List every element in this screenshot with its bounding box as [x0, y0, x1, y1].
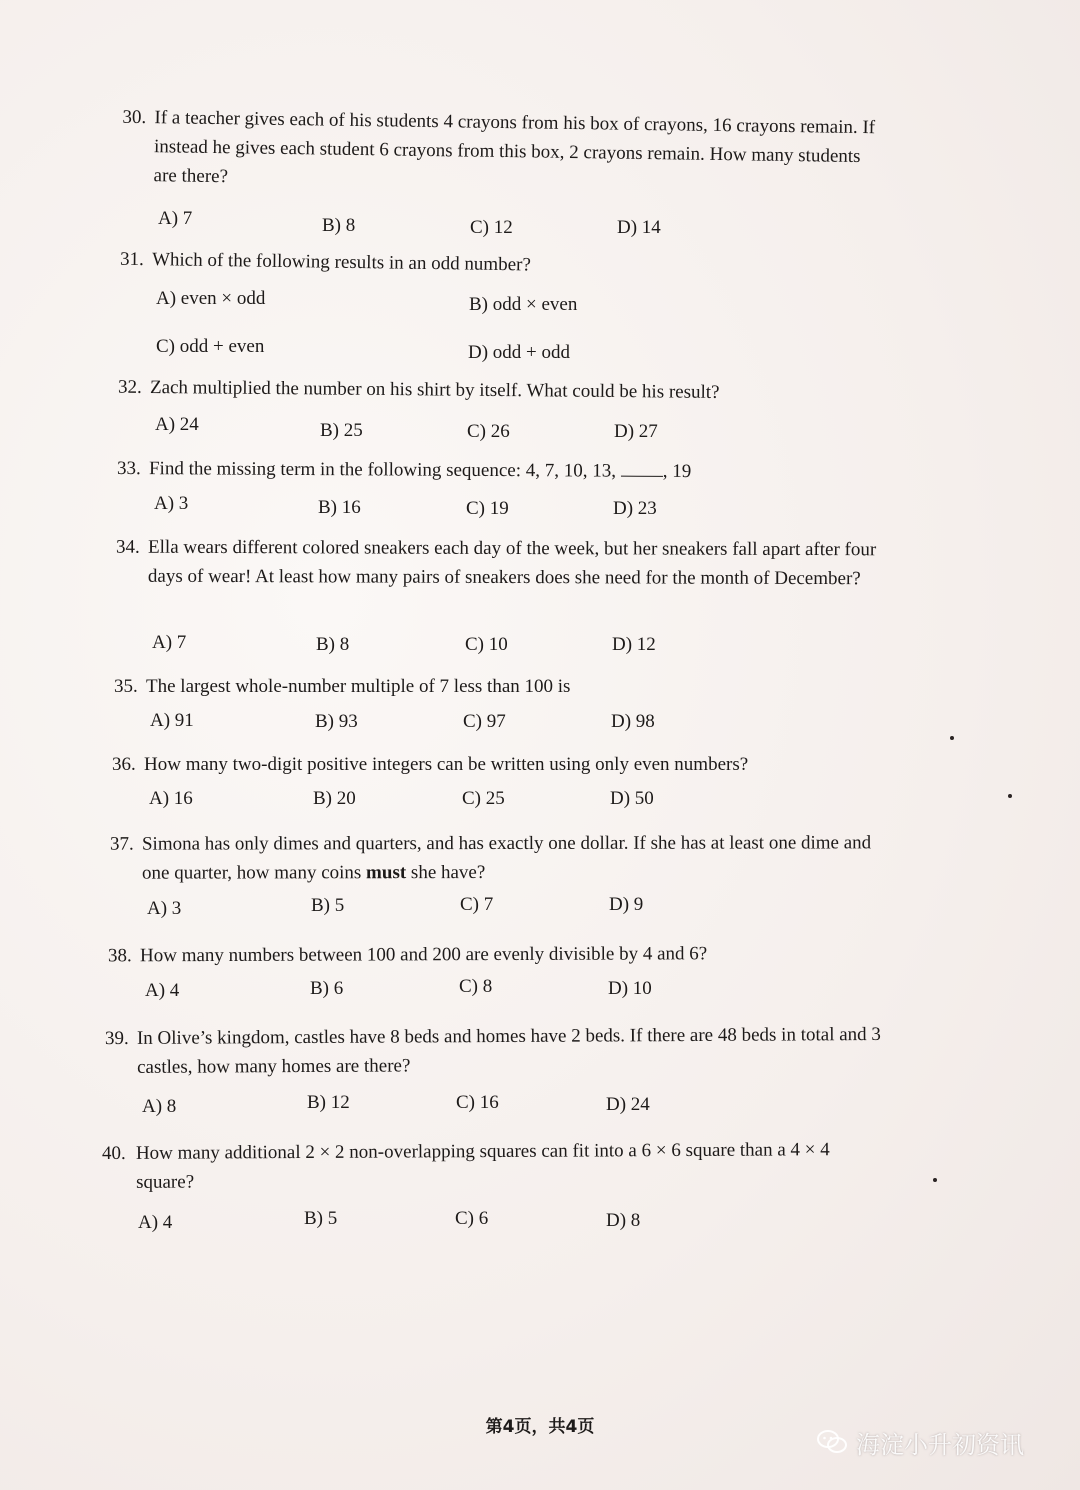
question-number: 32.: [117, 376, 142, 398]
option-d[interactable]: D) 27: [614, 421, 658, 442]
option-b[interactable]: B) 93: [315, 711, 358, 732]
option-a[interactable]: A) 8: [142, 1096, 177, 1117]
option-c[interactable]: C) 6: [455, 1208, 489, 1229]
option-b[interactable]: B) 20: [313, 788, 356, 809]
question-35: [114, 672, 904, 701]
option-a[interactable]: A) 7: [152, 632, 187, 653]
question-33: [117, 454, 877, 487]
paper-speck: [1008, 794, 1012, 798]
option-d[interactable]: D) 9: [609, 894, 644, 915]
option-c[interactable]: C) 25: [462, 788, 505, 809]
option-a[interactable]: A) 16: [149, 788, 193, 809]
option-c[interactable]: C) 16: [456, 1092, 499, 1113]
option-b[interactable]: B) 8: [316, 634, 350, 655]
question-text: Ella wears different colored sneakers each day of the week, but her sneakers fall apart after four days of wear! At least how many pairs of sneakers does she need for the month of December?: [147, 536, 877, 590]
option-b[interactable]: B) 8: [322, 215, 356, 236]
question-text: In Olive’s kingdom, castles have 8 beds and homes have 2 beds. If there are 48 beds in total and 3 castles, how many homes are there?: [136, 1024, 881, 1078]
question-37: [110, 828, 882, 887]
question-30: [121, 103, 882, 201]
question-number: 37.: [109, 833, 134, 855]
question-number: 30.: [122, 106, 147, 129]
option-d[interactable]: D) 24: [606, 1094, 650, 1115]
paper-speck: [933, 1178, 937, 1182]
question-number: 35.: [114, 676, 138, 697]
question-34: [116, 533, 906, 594]
option-a[interactable]: A) 3: [147, 898, 182, 919]
option-b[interactable]: B) 5: [304, 1208, 338, 1229]
question-text: Simona has only dimes and quarters, and has exactly one dollar. If she has at least one dime and one quarter, how many coins must she have?: [141, 832, 872, 884]
answer-blank: [621, 460, 663, 477]
option-a[interactable]: A) 24: [155, 414, 199, 435]
option-c[interactable]: C) 10: [465, 634, 508, 655]
option-a[interactable]: A) 91: [150, 710, 194, 731]
option-c[interactable]: C) 7: [460, 894, 494, 915]
question-number: 31.: [119, 248, 144, 271]
option-a[interactable]: A) 4: [138, 1212, 173, 1233]
question-38: [108, 939, 898, 971]
question-text: Which of the following results in an odd number?: [151, 249, 532, 276]
option-c[interactable]: C) 97: [463, 711, 506, 732]
option-b[interactable]: B) 6: [310, 978, 344, 999]
option-a[interactable]: A) 7: [158, 208, 193, 229]
question-text: How many additional 2 × 2 non-overlapping squares can fit into a 6 × 6 square than a 4 × 4 square?: [135, 1139, 830, 1193]
option-d[interactable]: D) 10: [608, 978, 652, 999]
option-c[interactable]: C) odd + even: [156, 336, 265, 357]
watermark: [816, 1424, 1024, 1460]
option-c[interactable]: C) 12: [470, 217, 513, 238]
question-32: [118, 373, 878, 409]
question-text: How many numbers between 100 and 200 are evenly divisible by 4 and 6?: [139, 943, 708, 967]
option-b[interactable]: B) 5: [311, 895, 345, 916]
option-d[interactable]: D) odd + odd: [468, 342, 571, 363]
page-footer: 第4页，共4页: [485, 1417, 595, 1437]
option-b[interactable]: B) 25: [320, 420, 363, 441]
paper-speck: [950, 736, 954, 740]
option-b[interactable]: B) 12: [307, 1092, 350, 1113]
question-number: 40.: [101, 1142, 126, 1165]
question-text: How many two-digit positive integers can be written using only even numbers?: [144, 754, 749, 775]
option-a[interactable]: A) 4: [145, 980, 180, 1001]
wechat-icon: [816, 1428, 848, 1456]
option-d[interactable]: D) 23: [613, 498, 657, 519]
watermark-text: 海淀小升初资讯: [856, 1430, 1024, 1459]
question-number: 34.: [116, 536, 140, 558]
option-b[interactable]: B) 16: [318, 497, 361, 518]
question-36: [112, 750, 902, 779]
question-number: 39.: [104, 1027, 129, 1050]
question-number: 38.: [107, 945, 132, 967]
question-text: Zach multiplied the number on his shirt by itself. What could be his result?: [149, 376, 720, 403]
option-b[interactable]: B) odd × even: [469, 294, 578, 315]
question-40: [102, 1135, 882, 1197]
option-a[interactable]: A) even × odd: [156, 288, 266, 309]
question-number: 36.: [112, 754, 136, 775]
option-d[interactable]: D) 14: [617, 217, 661, 238]
option-c[interactable]: C) 26: [467, 421, 510, 442]
option-c[interactable]: C) 19: [466, 498, 509, 519]
question-31: [120, 245, 880, 285]
option-c[interactable]: C) 8: [459, 976, 493, 997]
option-d[interactable]: D) 8: [606, 1210, 641, 1231]
option-a[interactable]: A) 3: [154, 493, 189, 514]
question-text: If a teacher gives each of his students 4 crayons from his box of crayons, 16 crayons remain. If instead he gives each student 6 crayons from this box, 2 crayons remain. How many students are there?: [153, 107, 876, 188]
option-d[interactable]: D) 50: [610, 788, 654, 809]
question-number: 33.: [116, 458, 141, 480]
option-d[interactable]: D) 98: [611, 711, 655, 732]
question-text: Find the missing term in the following sequence: 4, 7, 10, 13, , 19: [148, 458, 692, 483]
option-d[interactable]: D) 12: [612, 634, 656, 655]
question-text: The largest whole-number multiple of 7 less than 100 is: [146, 676, 571, 697]
question-39: [105, 1020, 895, 1082]
